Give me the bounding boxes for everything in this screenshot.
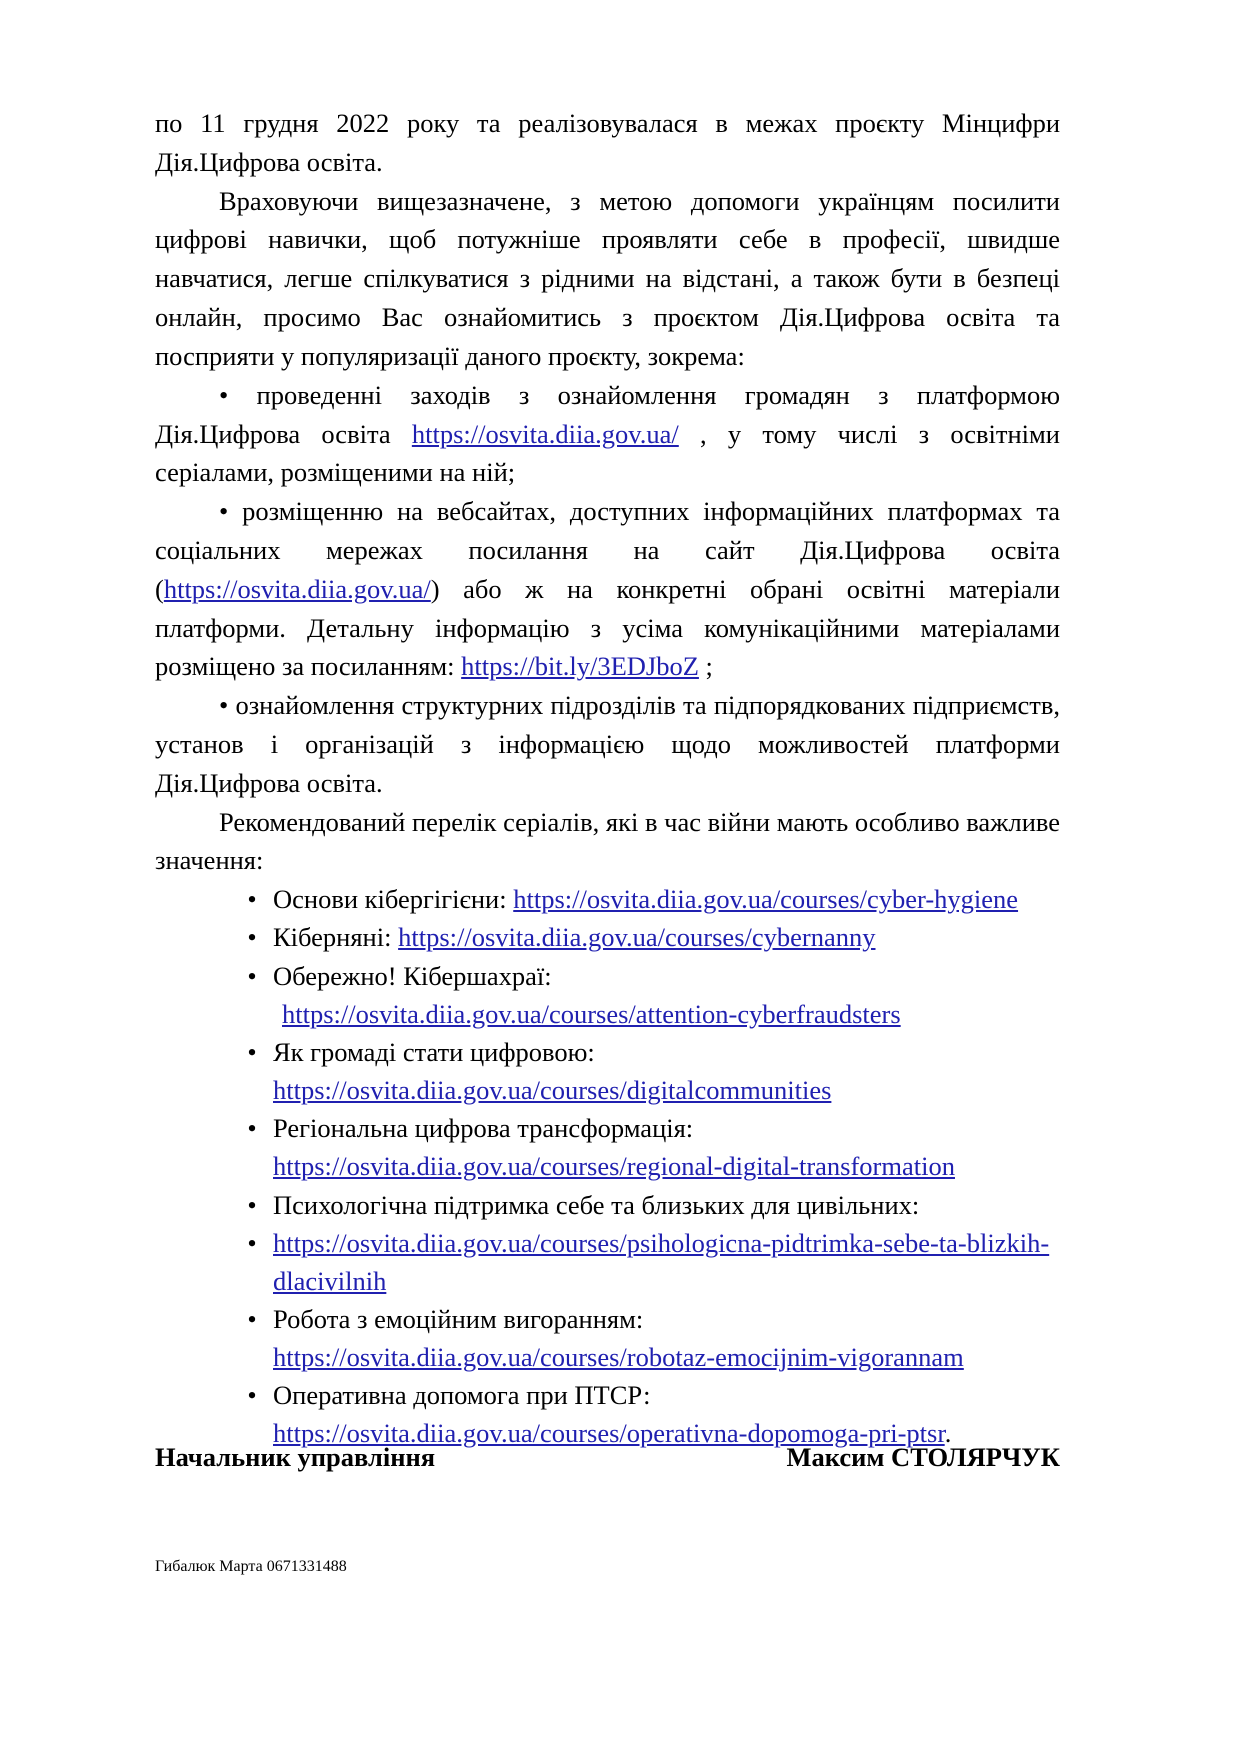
link-bitly-materials[interactable]: https://bit.ly/3EDJboZ [461,651,699,682]
course-link-attention-cyberfraudsters[interactable]: https://osvita.diia.gov.ua/courses/attention-cyberfraudsters [282,998,901,1029]
bullet-icon: • [247,1380,257,1411]
course-link-robotaz-emocijnim-vigorannam[interactable]: https://osvita.diia.gov.ua/courses/robotaz-emocijnim-vigorannam [273,1342,964,1373]
course-link-operativna-dopomoga-pri-ptsr[interactable]: https://osvita.diia.gov.ua/courses/operativna-dopomoga-pri-ptsr [273,1418,945,1449]
bullet-icon: • [247,922,257,953]
course-label: Психологічна підтримка себе та близьких для цивільних: [273,1189,920,1220]
list-item [155,918,1060,956]
course-url-line [273,1071,1060,1109]
document-body [155,104,1060,1453]
course-label: Основи кібергігієни: [273,884,514,915]
course-label: Обережно! Кібершахраї: [273,960,552,991]
bullet-rozmishchennya-before: • розміщенню на вебсайтах, доступних інформаційних платформах та соціальних мережах посилання на сайт Дія.Цифрова освіта ( [155,496,1060,604]
course-url-line [273,1147,1060,1185]
bullet-icon: • [247,1036,257,1067]
course-label: Кіберняні: [273,922,399,953]
bullet-paragraph-oznayomlennya: • ознайомлення структурних підрозділів та підпорядкованих підприємств, установ і організацій з інформацією щодо можливостей платформи Дія.Цифрова освіта. [155,690,1060,798]
course-link-cybernanny[interactable]: https://osvita.diia.gov.ua/courses/cybernanny [398,922,876,953]
course-url-line [273,1338,1060,1376]
signature-block [155,1442,1060,1473]
bullet-zahody-before: • проведенні заходів з ознайомлення громадян з платформою Дія.Цифрова освіта [155,379,1060,449]
link-osvita-diia-main-1[interactable]: https://osvita.diia.gov.ua/ [411,418,679,449]
bullet-rozmishchennya-middle: ) або ж на конкретні обрані освітні матеріали платформи. Детальну інформацію з усіма комунікаційними матеріалами розміщено за посиланням: [155,573,1060,682]
bullet-zahody-after: , у тому числі з освітніми серіалами, розміщеними на ній; [155,418,1060,488]
bullet-paragraph-zahody [155,376,1060,492]
list-item [155,1224,1060,1300]
bullet-rozmishchennya-after: ; [698,651,713,682]
list-item [155,1033,1060,1109]
paragraph-vrahovuyuchi: Враховуючи вищезазначене, з метою допомоги українцям посилити цифрові навички, щоб потужніше проявляти себе в професії, швидше навчатися, легше спілкуватися з рідними на відстані, а також бути в безпеці онлайн, просимо Вас ознайомитись з проєктом Дія.Цифрова освіта та посприяти у популяризації даного проєкту, зокрема: [155,185,1060,371]
list-item [155,1186,1060,1224]
course-url-line [273,995,1060,1033]
bullet-paragraph-rozmishchennya [155,492,1060,686]
paragraph-continuation: по 11 грудня 2022 року та реалізовувалася в межах проєкту Мінцифри Дія.Цифрова освіта. [155,108,1060,177]
link-osvita-diia-main-2[interactable]: https://osvita.diia.gov.ua/ [163,573,431,604]
footer-contact: Гибалюк Марта 0671331488 [155,1558,347,1575]
course-label: Оперативна допомога при ПТСР: [273,1380,651,1411]
bullet-icon: • [247,960,257,991]
list-item [155,880,1060,918]
course-link-regional-digital-transformation[interactable]: https://osvita.diia.gov.ua/courses/regional-digital-transformation [273,1151,955,1182]
paragraph-list-intro: Рекомендований перелік серіалів, які в час війни мають особливо важливе значення: [155,806,1060,876]
bullet-icon: • [247,1189,257,1220]
course-link-digitalcommunities[interactable]: https://osvita.diia.gov.ua/courses/digitalcommunities [273,1075,832,1106]
course-label: Робота з емоційним вигоранням: [273,1303,644,1334]
list-item [155,957,1060,1033]
bullet-icon: • [247,884,257,915]
bullet-icon: • [247,1303,257,1334]
course-link-cyber-hygiene[interactable]: https://osvita.diia.gov.ua/courses/cyber-hygiene [513,884,1019,915]
course-link-psihologicna-pidtrimka[interactable]: https://osvita.diia.gov.ua/courses/psihologicna-pidtrimka-sebe-ta-blizkih-dlacivilnih [273,1227,1050,1296]
bullet-icon: • [247,1227,257,1258]
signatory-name: Максим СТОЛЯРЧУК [786,1442,1060,1472]
course-label: Як громаді стати цифровою: [273,1036,595,1067]
course-label: Регіональна цифрова трансформація: [273,1113,694,1144]
signatory-position: Начальник управління [155,1442,436,1472]
list-item [155,1109,1060,1185]
course-list [155,880,1060,1452]
course-trailing-punctuation: . [944,1418,952,1449]
bullet-icon: • [247,1113,257,1144]
list-item [155,1300,1060,1376]
